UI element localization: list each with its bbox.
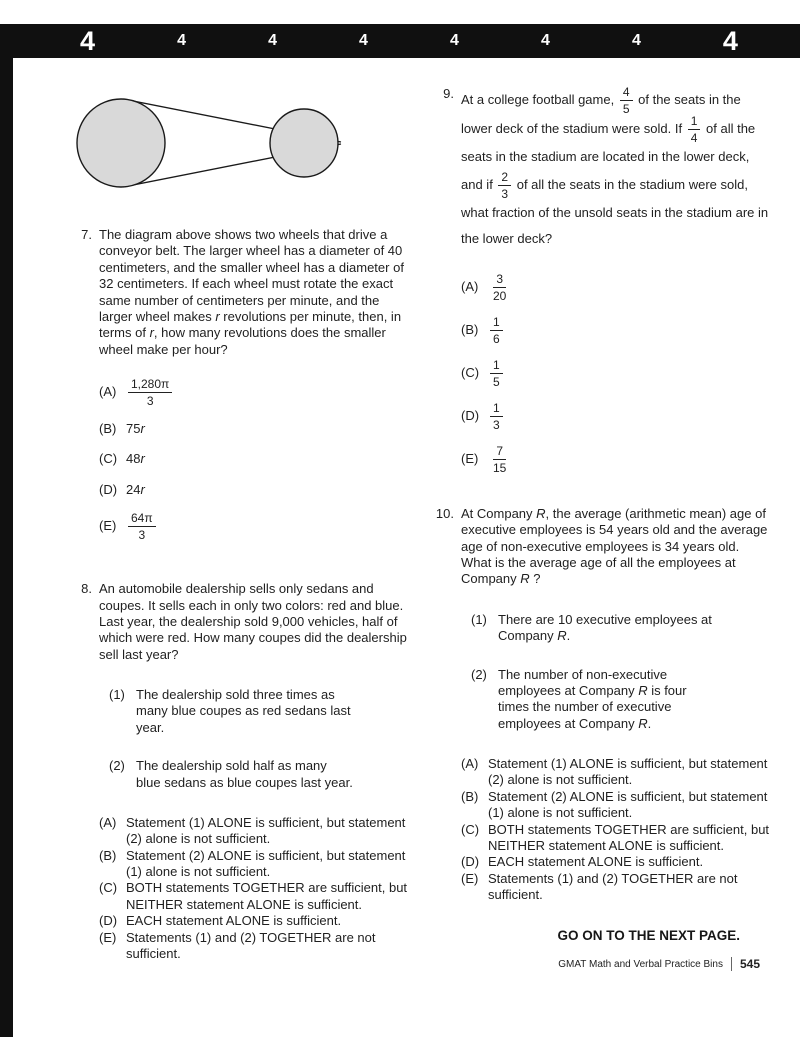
- question-stem: An automobile dealership sells only sedans and coupes. It sells each in only two colors: red and blue. Last year, the dealership sold 9,000 vehicles, half of which were red. How many coupes did the dealership sell last year?: [99, 581, 407, 662]
- question-9: [430, 86, 770, 488]
- answer-choice-label: (C): [461, 365, 480, 381]
- section-number: 4: [450, 32, 459, 49]
- answer-choice: [99, 378, 408, 407]
- answer-choice: [99, 913, 408, 929]
- statement: [109, 687, 408, 736]
- answer-choice: [461, 316, 770, 345]
- answer-choice-label: (D): [99, 913, 118, 929]
- statement-label: (2): [109, 758, 125, 774]
- section-number: 4: [631, 32, 641, 49]
- answer-choice: [99, 512, 408, 541]
- fraction: $\frac{1,280\pi}{3}$: [128, 378, 172, 407]
- answer-choice-text: 48r: [126, 451, 145, 467]
- answer-choice: [461, 359, 770, 388]
- section-number: 4: [268, 32, 277, 49]
- book-footer: [558, 957, 760, 971]
- answer-choice-label: (A): [99, 814, 117, 830]
- answer-choice-label: (A): [461, 279, 479, 295]
- page-number: 545: [731, 957, 760, 971]
- answer-choice-text: Statement (2) ALONE is sufficient, but statement (1) alone is not sufficient.: [488, 788, 768, 821]
- answer-choice-text: EACH statement ALONE is sufficient.: [126, 913, 342, 929]
- fraction: $\frac{1}{6}$: [490, 316, 503, 345]
- question-body: [454, 506, 770, 904]
- answer-choice-label: (D): [461, 854, 480, 870]
- answer-choice-label: (C): [99, 451, 118, 467]
- answer-choice-text: Statements (1) and (2) TOGETHER are not sufficient.: [488, 870, 738, 903]
- answer-choice: [461, 402, 770, 431]
- answer-choice: [461, 273, 770, 302]
- right-column: [430, 86, 770, 962]
- answer-choice: [461, 789, 770, 822]
- question-10: [430, 506, 770, 904]
- page-content: [68, 86, 770, 962]
- answer-choice-label: (E): [99, 518, 117, 534]
- statement-text: There are 10 executive employees at Company R.: [498, 611, 712, 644]
- answer-choice-label: (B): [461, 788, 479, 804]
- answer-choice: [99, 815, 408, 848]
- data-sufficiency-statements: [471, 612, 770, 732]
- answer-choice-text: Statement (2) ALONE is sufficient, but statement (1) alone is not sufficient.: [126, 847, 406, 879]
- answer-choice: [461, 756, 770, 789]
- answer-choices: [461, 273, 770, 474]
- answer-choice-text: Statements (1) and (2) TOGETHER are not sufficient.: [126, 929, 376, 961]
- answer-choice-text: 75r: [126, 421, 145, 436]
- section-number: 4: [359, 32, 368, 49]
- answer-choice-text: BOTH statements TOGETHER are sufficient, but NEITHER statement ALONE is sufficient.: [488, 821, 770, 853]
- fraction: $\frac{1}{3}$: [490, 402, 503, 431]
- answer-choice: [99, 930, 408, 963]
- answer-choice: [461, 871, 770, 904]
- question-body: [92, 227, 408, 555]
- answer-choice: [99, 421, 408, 437]
- question-body: [454, 86, 770, 488]
- answer-choice-label: (C): [99, 880, 118, 896]
- statement-text: The dealership sold three times as many blue coupes as red sedans last year.: [136, 687, 351, 735]
- answer-choice-label: (A): [99, 384, 117, 400]
- section-number: 4: [80, 25, 96, 56]
- answer-choice-label: (B): [99, 847, 117, 863]
- answer-choice-text: EACH statement ALONE is sufficient.: [488, 854, 704, 870]
- section-number: 4: [540, 32, 550, 49]
- fraction: $\frac{7}{15}$: [493, 443, 507, 475]
- answer-choice: [461, 445, 770, 474]
- answer-choice-label: (C): [461, 821, 480, 837]
- answer-choice: [99, 880, 408, 913]
- answer-choice: [99, 848, 408, 881]
- go-on-instruction: GO ON TO THE NEXT PAGE.: [557, 928, 740, 943]
- question-number: 10.: [435, 505, 454, 521]
- fraction: $\frac{2}{3}$: [498, 171, 511, 200]
- answer-choices: [99, 815, 408, 962]
- answer-choice-label: (B): [461, 322, 479, 338]
- answer-choice-label: (D): [99, 481, 118, 497]
- fraction: $\frac{1}{4}$: [688, 115, 701, 144]
- answer-choice-text: 24r: [126, 481, 145, 497]
- answer-choices: [99, 378, 408, 541]
- answer-choice-label: (A): [461, 756, 479, 772]
- question-body: [92, 581, 408, 962]
- question-number: 9.: [443, 86, 454, 101]
- answer-choice-text: [126, 512, 158, 541]
- answer-choice-text: [488, 316, 505, 345]
- answer-choice: [99, 482, 408, 498]
- statement: [109, 758, 408, 791]
- large-wheel: [77, 99, 165, 187]
- answer-choice-text: Statement (1) ALONE is sufficient, but statement (2) alone is not sufficient.: [488, 756, 768, 788]
- fraction: $\frac{1}{5}$: [490, 359, 503, 388]
- question-stem: At a college football game, $\frac{4}{5}$ of the seats in the lower deck of the stadium were sold. If $\frac{1}{4}$ of all the seats in the stadium are located in the lower deck, and if $\frac{2}{3}$ of all the seats in the stadium were sold, what fraction of the unsold seats in the stadium are in the lower deck?: [461, 85, 769, 247]
- fraction: $\frac{4}{5}$: [620, 86, 633, 115]
- question-7: [68, 227, 408, 555]
- wheels-belt-diagram: [74, 86, 408, 209]
- small-wheel: [270, 109, 338, 177]
- answer-choice: [461, 822, 770, 855]
- section-number: 4: [722, 25, 738, 56]
- section-number: 4: [177, 32, 186, 49]
- answer-choice-text: BOTH statements TOGETHER are sufficient, but NEITHER statement ALONE is sufficient.: [126, 880, 408, 912]
- answer-choice-label: (D): [461, 408, 480, 424]
- question-stem: The diagram above shows two wheels that drive a conveyor belt. The larger wheel has a diameter of 40 centimeters, and the smaller wheel has a diameter of 32 centimeters. If each wheel must rotate the exact same number of centimeters per minute, and the larger wheel makes r revolutions per minute, then, in terms of r, how many revolutions does the smaller wheel make per hour?: [99, 227, 404, 357]
- answer-choice-label: (B): [99, 421, 117, 436]
- statement: [471, 667, 770, 733]
- left-edge-bar: [0, 58, 13, 1037]
- fraction: $\frac{64\pi}{3}$: [128, 512, 156, 541]
- question-number: 7.: [81, 227, 92, 242]
- statement-text: The dealership sold half as many blue sedans as blue coupes last year.: [136, 758, 353, 790]
- book-title: GMAT Math and Verbal Practice Bins: [558, 958, 723, 970]
- section-header-bar: [0, 24, 800, 58]
- statement-label: (2): [471, 666, 487, 682]
- statement-label: (1): [109, 687, 125, 702]
- answer-choice-text: [126, 378, 174, 407]
- answer-choice: [461, 854, 770, 870]
- left-column: [68, 86, 408, 962]
- answer-choice: [99, 451, 408, 467]
- answer-choice-text: [488, 359, 505, 388]
- answer-choice-label: (E): [99, 929, 117, 945]
- statement-label: (1): [471, 611, 487, 627]
- answer-choices: [461, 756, 770, 903]
- wheels-belt-svg: [74, 86, 346, 204]
- answer-choice-text: [488, 273, 511, 302]
- answer-choice-label: (E): [461, 451, 479, 467]
- statement-text: The number of non-executive employees at Company R is four times the number of executive employees at Company R.: [498, 666, 687, 731]
- answer-choice-label: (E): [461, 870, 479, 886]
- statement: [471, 612, 770, 645]
- data-sufficiency-statements: [109, 687, 408, 791]
- question-stem: At Company R, the average (arithmetic mean) age of executive employees is 54 years old and the average age of non-executive employees is 34 years old. What is the average age of all the employees at Company R ?: [461, 505, 768, 587]
- question-number: 8.: [81, 581, 92, 597]
- fraction: $\frac{3}{20}$: [493, 271, 507, 303]
- answer-choice-text: [488, 402, 505, 431]
- answer-choice-text: [488, 445, 511, 474]
- answer-choice-text: Statement (1) ALONE is sufficient, but statement (2) alone is not sufficient.: [126, 814, 406, 847]
- question-8: [68, 581, 408, 962]
